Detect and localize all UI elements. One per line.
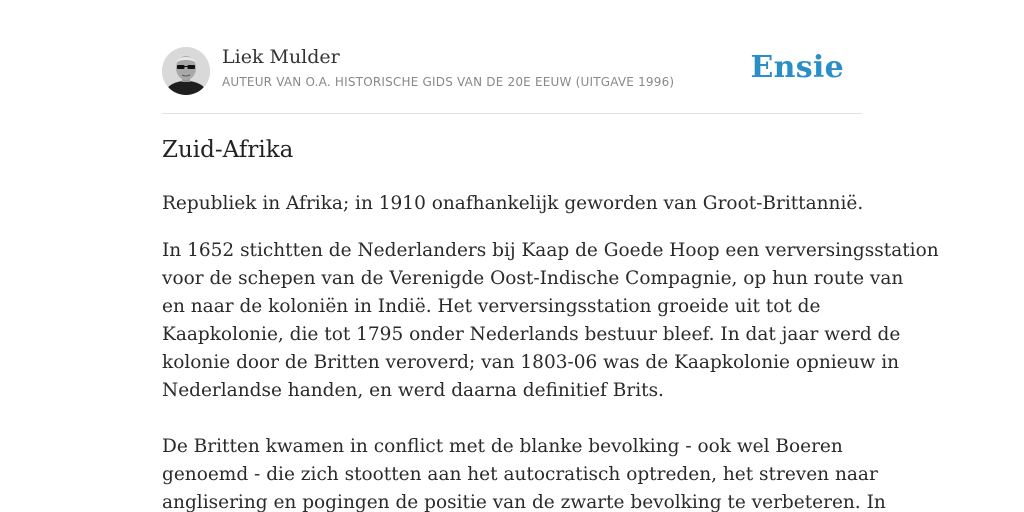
paragraph-line: In 1652 stichtten de Nederlanders bij Kaap de Goede Hoop een verversingsstation <box>162 240 939 261</box>
paragraph-line: en naar de koloniën in Indië. Het verversingsstation groeide uit tot de <box>162 296 821 317</box>
author-name[interactable]: Liek Mulder <box>222 46 340 68</box>
avatar-portrait-image <box>162 47 210 95</box>
article-title: Zuid-Afrika <box>162 137 294 163</box>
author-avatar[interactable] <box>162 47 210 95</box>
paragraph-line: genoemd - die zich stootten aan het autocratisch optreden, het streven naar <box>162 464 878 485</box>
paragraph-line: De Britten kwamen in conflict met de blanke bevolking - ook wel Boeren <box>162 436 843 457</box>
header-divider <box>162 113 862 114</box>
paragraph-line: voor de schepen van de Verenigde Oost-Indische Compagnie, op hun route van <box>162 268 904 289</box>
article-paragraph <box>162 433 886 512</box>
article-body <box>162 190 939 512</box>
author-bio: AUTEUR VAN O.A. HISTORISCHE GIDS VAN DE 20E EEUW (UITGAVE 1996) <box>222 75 675 89</box>
paragraph-line: Republiek in Afrika; in 1910 onafhankelijk geworden van Groot-Brittannië. <box>162 193 864 214</box>
paragraph-line: Kaapkolonie, die tot 1795 onder Nederlands bestuur bleef. In dat jaar werd de <box>162 324 901 345</box>
paragraph-line: Nederlandse handen, en werd daarna definitief Brits. <box>162 380 664 401</box>
paragraph-line: kolonie door de Britten veroverd; van 1803-06 was de Kaapkolonie opnieuw in <box>162 352 900 373</box>
paragraph-line: anglisering en pogingen de positie van de zwarte bevolking te verbeteren. In <box>162 492 886 512</box>
author-header <box>162 46 862 96</box>
article-paragraph <box>162 190 867 218</box>
ensie-logo[interactable]: Ensie <box>750 50 844 85</box>
article-paragraph <box>162 237 939 405</box>
